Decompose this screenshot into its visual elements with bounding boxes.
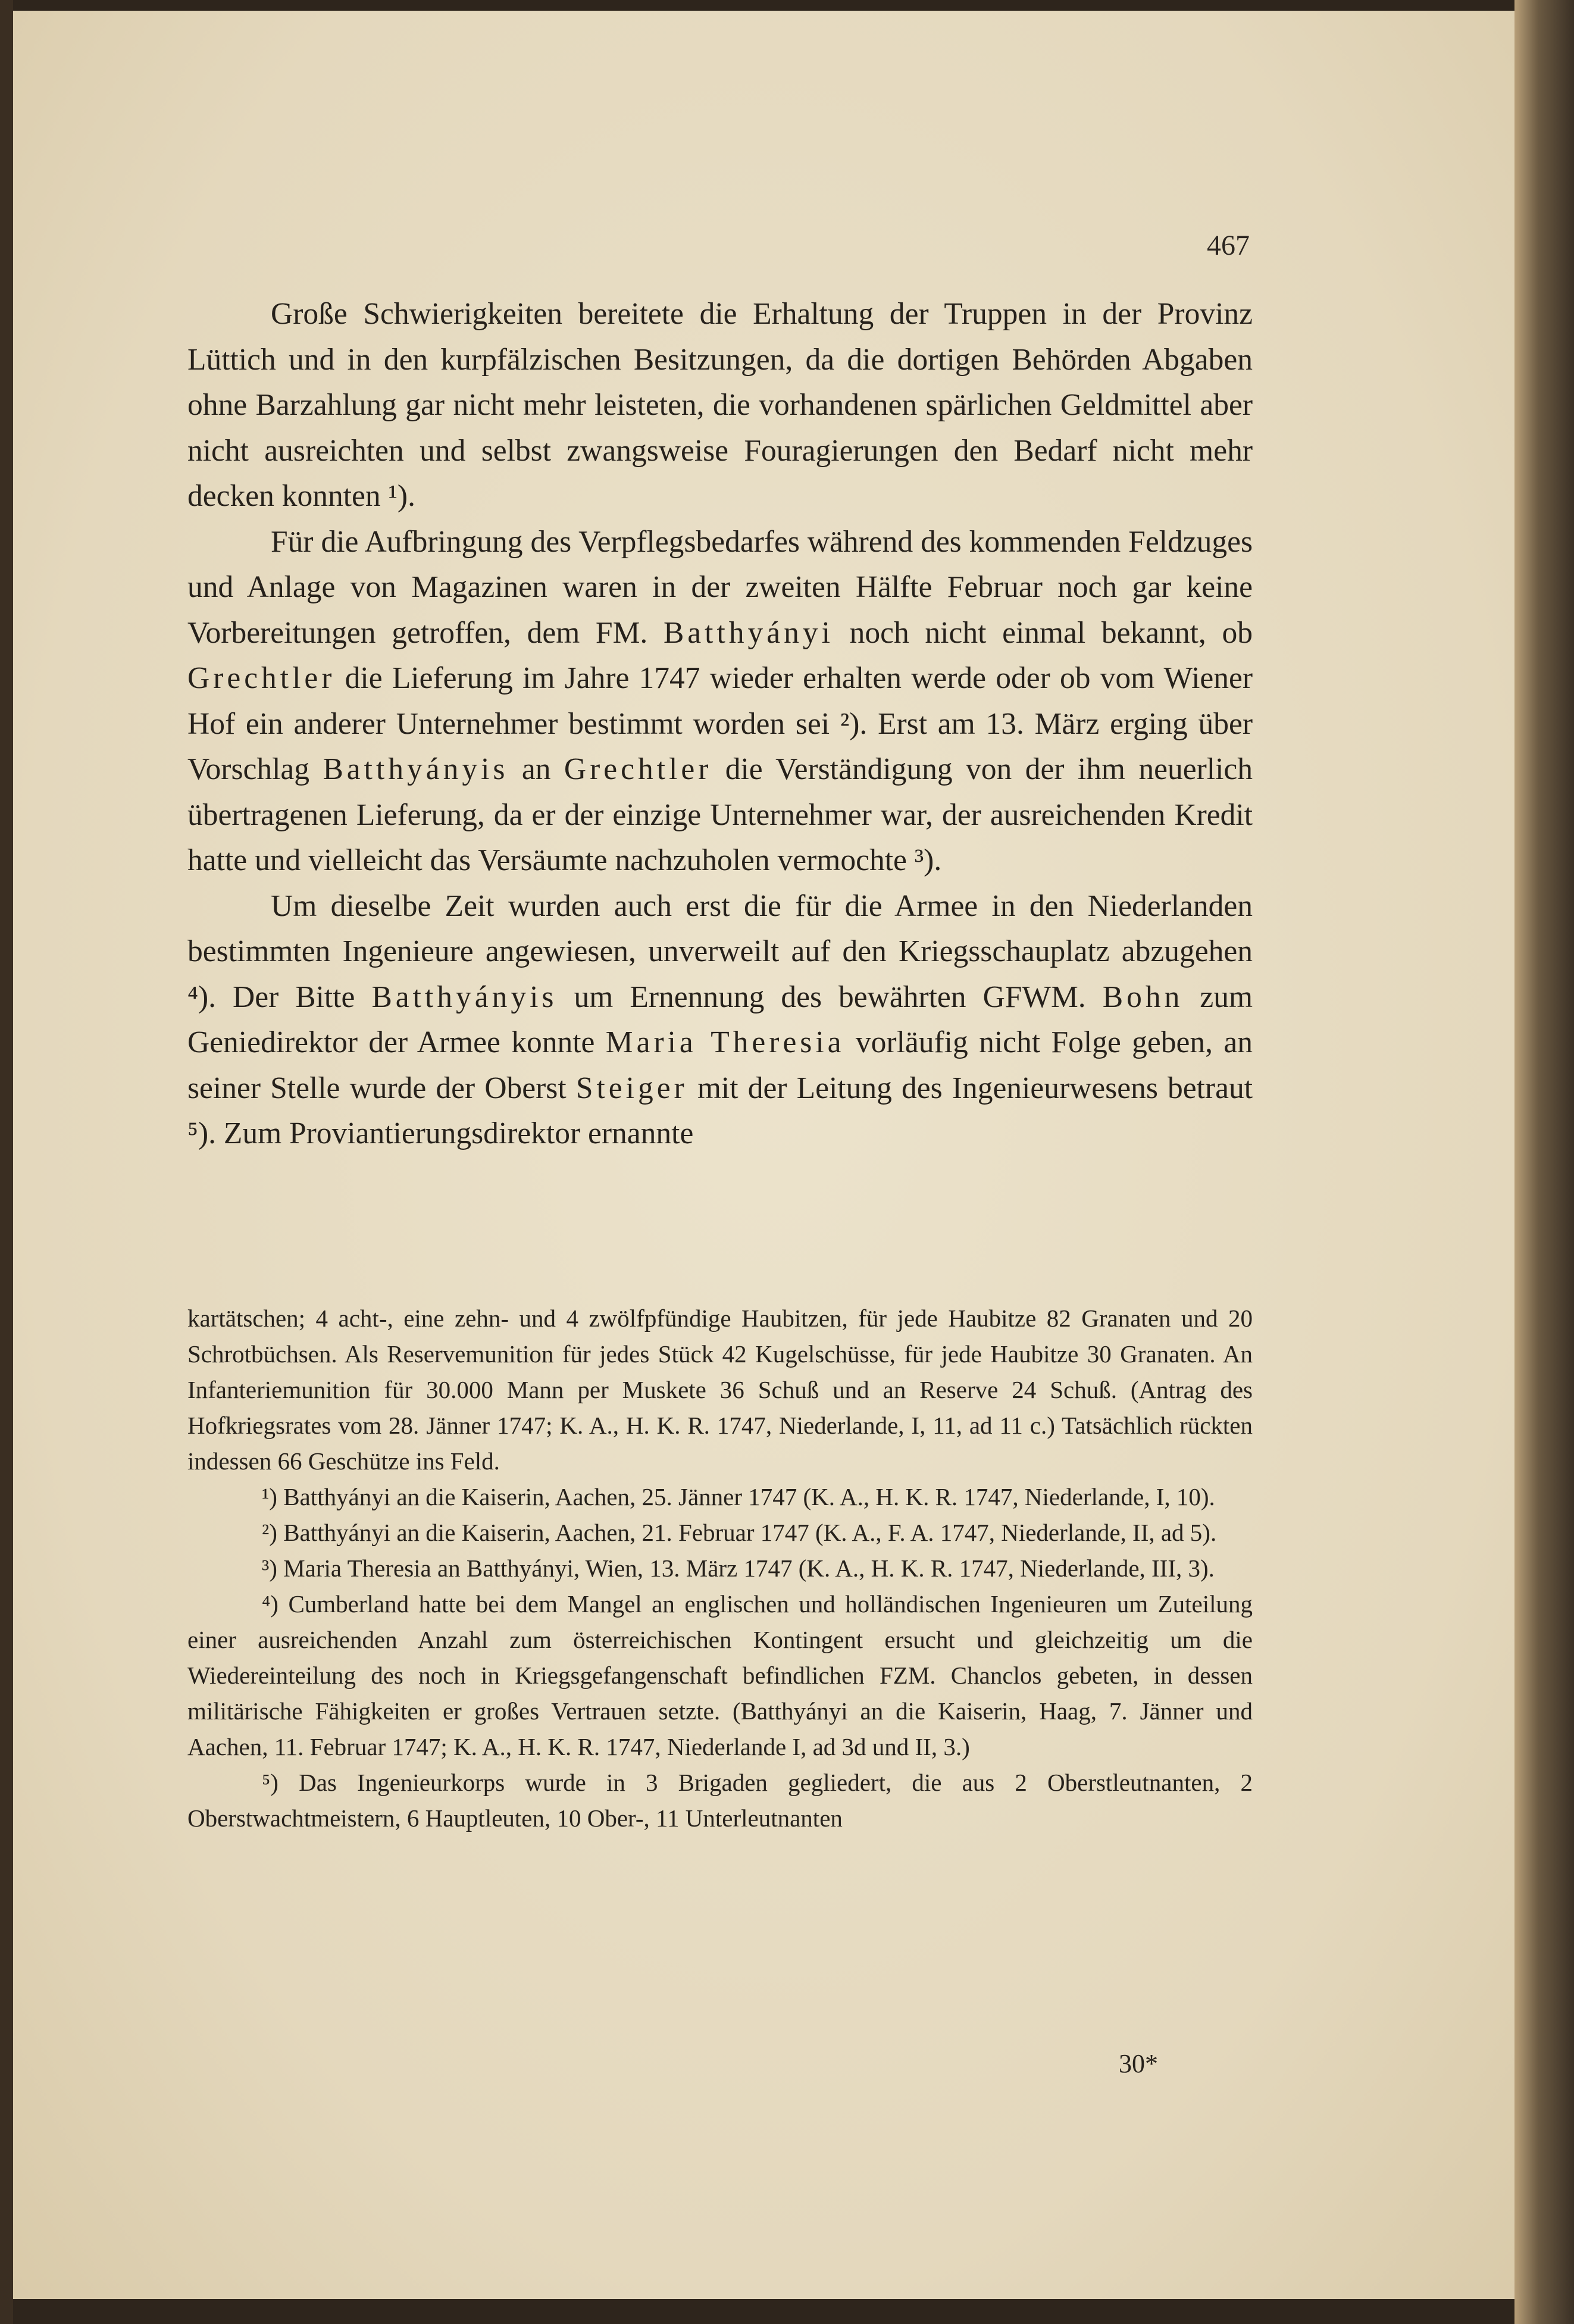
footnotes: [187, 1300, 1253, 1836]
person-name: Grechtler: [187, 661, 336, 695]
person-name: Batthyányis: [323, 752, 509, 786]
footnote-4: ⁴) Cumberland hatte bei dem Mangel an englischen und holländischen Ingenieuren um Zuteilung einer ausreichenden Anzahl zum österreichischen Kontingent ersucht und gleichzeitig um die Wiedereinteilung des noch in Kriegsgefangenschaft befindlichen FZM. Chanclos gebeten, in dessen militärische Fähigkeiten er großes Vertrauen setzte. (Batthyányi an die Kaiserin, Haag, 7. Jänner und Aachen, 11. Februar 1747; K. A., H. K. R. 1747, Niederlande I, ad 3d und II, 3.): [187, 1590, 1253, 1760]
paragraph-2: Für die Aufbringung des Verpflegsbedarfes während des kommenden Feldzuges und Anlage von Magazinen waren in der zweiten Hälfte Februar noch gar keine Vorbereitungen getroffen, dem FM. Batthyányi noch nicht einmal bekannt, ob Grechtler die Lieferung im Jahre 1747 wieder erhalten werde oder ob vom Wiener Hof ein anderer Unternehmer bestimmt worden sei ²). Erst am 13. März erging über Vorschlag Batthyányis an Grechtler die Verständigung von der ihm neuerlich übertragenen Lieferung, da er der einzige Unternehmer war, der ausreichenden Kredit hatte und vielleicht das Versäumte nachzuholen vermochte ³).: [187, 524, 1253, 877]
person-name: Bohn: [1102, 980, 1184, 1014]
page-number: 467: [1207, 230, 1250, 261]
person-name: Grechtler: [564, 752, 712, 786]
footnote-2: ²) Batthyányi an die Kaiserin, Aachen, 21. Februar 1747 (K. A., F. A. 1747, Niederlande, II, ad 5).: [262, 1519, 1217, 1546]
footnote-5: ⁵) Das Ingenieurkorps wurde in 3 Brigaden gegliedert, die aus 2 Oberstleutnanten, 2 Oberstwachtmeistern, 6 Hauptleuten, 10 Ober-, 11 Unterleutnanten: [187, 1769, 1253, 1832]
footnote-1: ¹) Batthyányi an die Kaiserin, Aachen, 25. Jänner 1747 (K. A., H. K. R. 1747, Niederlande, I, 10).: [262, 1483, 1215, 1510]
footnote-3: ³) Maria Theresia an Batthyányi, Wien, 13. März 1747 (K. A., H. K. R. 1747, Niederlande, III, 3).: [262, 1554, 1215, 1582]
footnote-continuation: kartätschen; 4 acht-, eine zehn- und 4 zwölfpfündige Haubitzen, für jede Haubitze 82 Granaten und 20 Schrotbüchsen. Als Reservemunition für jedes Stück 42 Kugelschüsse, für jede Haubitze 30 Granaten. An Infanteriemunition für 30.000 Mann per Muskete 36 Schuß und an Reserve 24 Schuß. (Antrag des Hofkriegsrates vom 28. Jänner 1747; K. A., H. K. R. 1747, Niederlande, I, 11, ad 11 c.) Tatsächlich rückten indessen 66 Geschütze ins Feld.: [187, 1305, 1253, 1475]
binding-gutter: [1514, 0, 1574, 2324]
person-name: Steiger: [575, 1071, 688, 1105]
paragraph-1: Große Schwierigkeiten bereitete die Erhaltung der Truppen in der Provinz Lüttich und in den kurpfälzischen Besitzungen, da die dortigen Behörden Abgaben ohne Barzahlung gar nicht mehr leisteten, die vorhandenen spärlichen Geldmittel aber nicht ausreichten und selbst zwangsweise Fouragierungen den Bedarf nicht mehr decken konnten ¹).: [187, 297, 1253, 513]
paragraph-3: Um dieselbe Zeit wurden auch erst die für die Armee in den Niederlanden bestimmten Ingenieure angewiesen, unverweilt auf den Kriegsschauplatz abzugehen ⁴). Der Bitte Batthyányis um Ernennung des bewährten GFWM. Bohn zum Geniedirektor der Armee konnte Maria Theresia vorläufig nicht Folge geben, an seiner Stelle wurde der Oberst Steiger mit der Leitung des Ingenieurwesens betraut ⁵). Zum Proviantierungsdirektor ernannte: [187, 889, 1253, 1150]
left-page-edge: [0, 0, 13, 2324]
main-text: [187, 292, 1253, 1157]
signature-mark: 30*: [1119, 2049, 1158, 2078]
person-name: Batthyányi: [663, 615, 834, 650]
person-name: Batthyányis: [371, 980, 558, 1014]
person-name: Maria Theresia: [605, 1025, 845, 1059]
